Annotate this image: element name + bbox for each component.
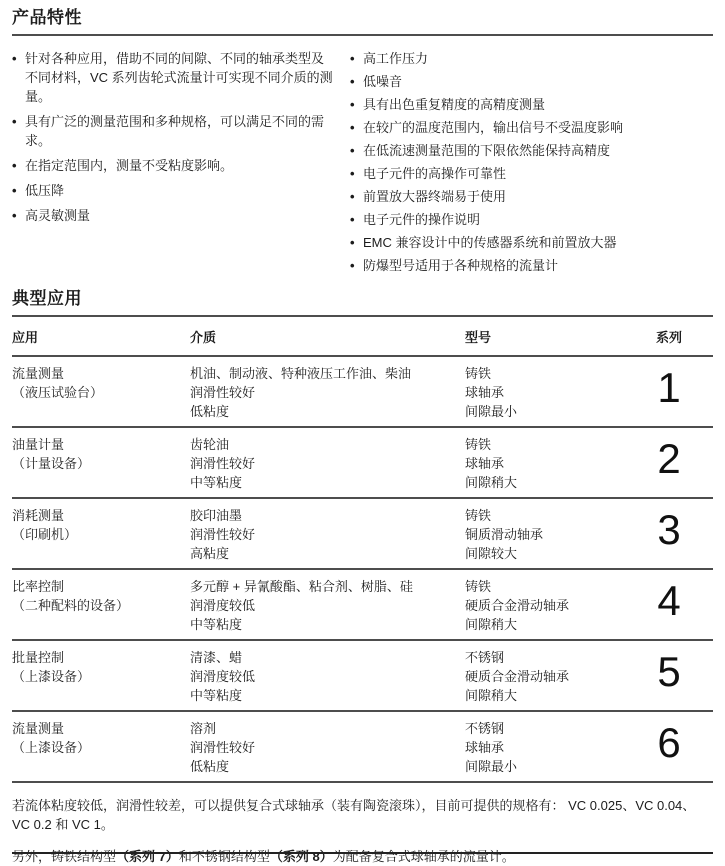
medium-line: 中等粘度 <box>190 475 243 490</box>
bullet-icon: • <box>350 189 355 204</box>
application-cell <box>12 577 190 634</box>
table-row <box>12 570 713 641</box>
model-line: 不锈钢 <box>465 721 505 736</box>
model-line: 间隙较大 <box>465 546 518 561</box>
model-cell <box>465 506 625 563</box>
feature-item-label: 低噪音 <box>363 74 403 89</box>
series-cell <box>625 648 713 705</box>
medium-line: 润滑性较好 <box>190 456 256 471</box>
table-row <box>12 641 713 712</box>
medium-line: 溶剂 <box>190 721 217 736</box>
application-name: 流量测量 <box>12 366 65 381</box>
feature-item <box>12 112 334 150</box>
series-number: 4 <box>657 577 681 624</box>
model-line: 铜质滑动轴承 <box>465 527 544 542</box>
model-cell <box>465 435 625 492</box>
bullet-icon: • <box>350 120 355 135</box>
medium-line: 中等粘度 <box>190 617 243 632</box>
model-line: 硬质合金滑动轴承 <box>465 669 570 684</box>
feature-item <box>350 118 713 137</box>
medium-line: 多元醇 + 异氰酸酯、粘合剂、树脂、硅 <box>190 579 413 594</box>
model-line: 球轴承 <box>465 740 505 755</box>
application-cell <box>12 435 190 492</box>
feature-item <box>350 164 713 183</box>
feature-item <box>12 206 334 225</box>
feature-item-label: 前置放大器终端易于使用 <box>363 189 507 204</box>
medium-line: 润滑性较好 <box>190 385 256 400</box>
page-bottom-divider <box>12 852 713 854</box>
footnote-segment: （系列 8） <box>269 849 333 864</box>
application-cell <box>12 648 190 705</box>
model-line: 硬质合金滑动轴承 <box>465 598 570 613</box>
medium-line: 中等粘度 <box>190 688 243 703</box>
column-header: 应用 <box>12 330 39 345</box>
application-name: 批量控制 <box>12 650 65 665</box>
features-right-column <box>350 49 713 279</box>
medium-line: 低粘度 <box>190 759 230 774</box>
model-line: 间隙最小 <box>465 404 518 419</box>
application-cell <box>12 719 190 776</box>
medium-cell <box>190 648 465 705</box>
bullet-icon: • <box>12 158 17 173</box>
column-header: 系列 <box>655 330 682 345</box>
table-row <box>12 428 713 499</box>
feature-item-label: 在较广的温度范围内，输出信号不受温度影响 <box>363 120 624 135</box>
series-cell <box>625 364 713 421</box>
feature-item <box>12 156 334 175</box>
applications-section-title: 典型应用 <box>12 289 82 308</box>
applications-table <box>12 357 713 783</box>
application-note: （计量设备） <box>12 456 91 471</box>
bullet-icon: • <box>350 51 355 66</box>
table-row <box>12 357 713 428</box>
bullet-icon: • <box>350 97 355 112</box>
feature-item-label: 高工作压力 <box>363 51 429 66</box>
footnote-segment: 为配备复合式球轴承的流量计。 <box>332 849 515 864</box>
feature-item-label: 在低流速测量范围的下限依然能保持高精度 <box>363 143 611 158</box>
bullet-icon: • <box>350 74 355 89</box>
feature-item-label: EMC 兼容设计中的传感器系统和前置放大器 <box>363 235 617 250</box>
application-cell <box>12 506 190 563</box>
application-name: 消耗测量 <box>12 508 65 523</box>
features-heading-divider <box>12 34 713 36</box>
feature-item-label: 防爆型号适用于各种规格的流量计 <box>363 258 559 273</box>
medium-line: 机油、制动液、特种液压工作油、柴油 <box>190 366 412 381</box>
application-note: （二种配料的设备） <box>12 598 130 613</box>
feature-item-label: 在指定范围内，测量不受粘度影响。 <box>25 158 234 173</box>
features-bullet-section <box>12 49 713 279</box>
column-header: 介质 <box>190 330 217 345</box>
model-line: 球轴承 <box>465 456 505 471</box>
medium-line: 低粘度 <box>190 404 230 419</box>
model-cell <box>465 648 625 705</box>
footnote-series-7-8 <box>12 847 713 866</box>
feature-item <box>350 233 713 252</box>
model-cell <box>465 577 625 634</box>
model-cell <box>465 364 625 421</box>
medium-line: 胶印油墨 <box>190 508 243 523</box>
bullet-icon: • <box>350 258 355 273</box>
feature-item <box>12 181 334 200</box>
applications-heading-divider <box>12 315 713 317</box>
medium-line: 润滑性较好 <box>190 527 256 542</box>
application-note: （上漆设备） <box>12 740 91 755</box>
footnote-segment: 和不锈钢结构型 <box>178 849 270 864</box>
bullet-icon: • <box>350 143 355 158</box>
footnote-segment: 另外，铸铁结构型 <box>12 849 117 864</box>
feature-item <box>350 256 713 275</box>
medium-cell <box>190 435 465 492</box>
model-line: 铸铁 <box>465 579 492 594</box>
feature-item <box>350 95 713 114</box>
medium-line: 齿轮油 <box>190 437 230 452</box>
footnote-segment: （系列 7） <box>116 849 179 864</box>
bullet-icon: • <box>350 166 355 181</box>
medium-line: 润滑度较低 <box>190 669 256 684</box>
feature-item-label: 电子元件的操作说明 <box>363 212 481 227</box>
application-name: 流量测量 <box>12 721 65 736</box>
series-number: 1 <box>657 364 681 411</box>
model-line: 球轴承 <box>465 385 505 400</box>
feature-item-label: 具有广泛的测量范围和多种规格，可以满足不同的需求。 <box>25 114 325 148</box>
medium-cell <box>190 577 465 634</box>
model-line: 铸铁 <box>465 437 492 452</box>
features-left-column <box>12 49 334 279</box>
table-row <box>12 499 713 570</box>
column-header: 型号 <box>465 330 492 345</box>
feature-item <box>350 72 713 91</box>
application-name: 油量计量 <box>12 437 65 452</box>
medium-cell <box>190 506 465 563</box>
medium-line: 清漆、蜡 <box>190 650 243 665</box>
feature-item <box>12 49 334 106</box>
series-cell <box>625 506 713 563</box>
medium-cell <box>190 719 465 776</box>
bullet-icon: • <box>12 114 17 129</box>
series-cell <box>625 719 713 776</box>
model-cell <box>465 719 625 776</box>
medium-line: 高粘度 <box>190 546 230 561</box>
model-line: 间隙稍大 <box>465 617 518 632</box>
application-note: （印刷机） <box>12 527 78 542</box>
feature-item <box>350 141 713 160</box>
model-line: 间隙稍大 <box>465 688 518 703</box>
series-number: 2 <box>657 435 681 482</box>
table-row <box>12 712 713 783</box>
feature-item-label: 针对各种应用，借助不同的间隙、不同的轴承类型及不同材料，VC 系列齿轮式流量计可实现不同介质的测量。 <box>25 51 333 104</box>
series-number: 5 <box>657 648 681 695</box>
application-name: 比率控制 <box>12 579 65 594</box>
features-section-title: 产品特性 <box>12 8 82 27</box>
feature-item-label: 高灵敏测量 <box>25 208 91 223</box>
series-number: 3 <box>657 506 681 553</box>
feature-item <box>350 49 713 68</box>
feature-item-label: 电子元件的高操作可靠性 <box>363 166 507 181</box>
bullet-icon: • <box>350 235 355 250</box>
feature-item <box>350 210 713 229</box>
model-line: 铸铁 <box>465 366 492 381</box>
feature-item-label: 低压降 <box>25 183 65 198</box>
feature-item <box>350 187 713 206</box>
application-note: （液压试验台） <box>12 385 104 400</box>
applications-table-header <box>12 330 713 357</box>
feature-item-label: 具有出色重复精度的高精度测量 <box>363 97 546 112</box>
model-line: 铸铁 <box>465 508 492 523</box>
model-line: 间隙稍大 <box>465 475 518 490</box>
model-line: 不锈钢 <box>465 650 505 665</box>
application-cell <box>12 364 190 421</box>
bullet-icon: • <box>350 212 355 227</box>
medium-line: 润滑性较好 <box>190 740 256 755</box>
application-note: （上漆设备） <box>12 669 91 684</box>
medium-cell <box>190 364 465 421</box>
model-line: 间隙最小 <box>465 759 518 774</box>
bullet-icon: • <box>12 208 17 223</box>
series-cell <box>625 577 713 634</box>
series-number: 6 <box>657 719 681 766</box>
bullet-icon: • <box>12 51 17 66</box>
medium-line: 润滑度较低 <box>190 598 256 613</box>
bullet-icon: • <box>12 183 17 198</box>
series-cell <box>625 435 713 492</box>
footnote-composite-bearing: 若流体粘度较低，润滑性较差，可以提供复合式球轴承（装有陶瓷滚珠），目前可提供的规格有： VC 0.025、VC 0.04、VC 0.2 和 VC 1。 <box>12 798 696 832</box>
